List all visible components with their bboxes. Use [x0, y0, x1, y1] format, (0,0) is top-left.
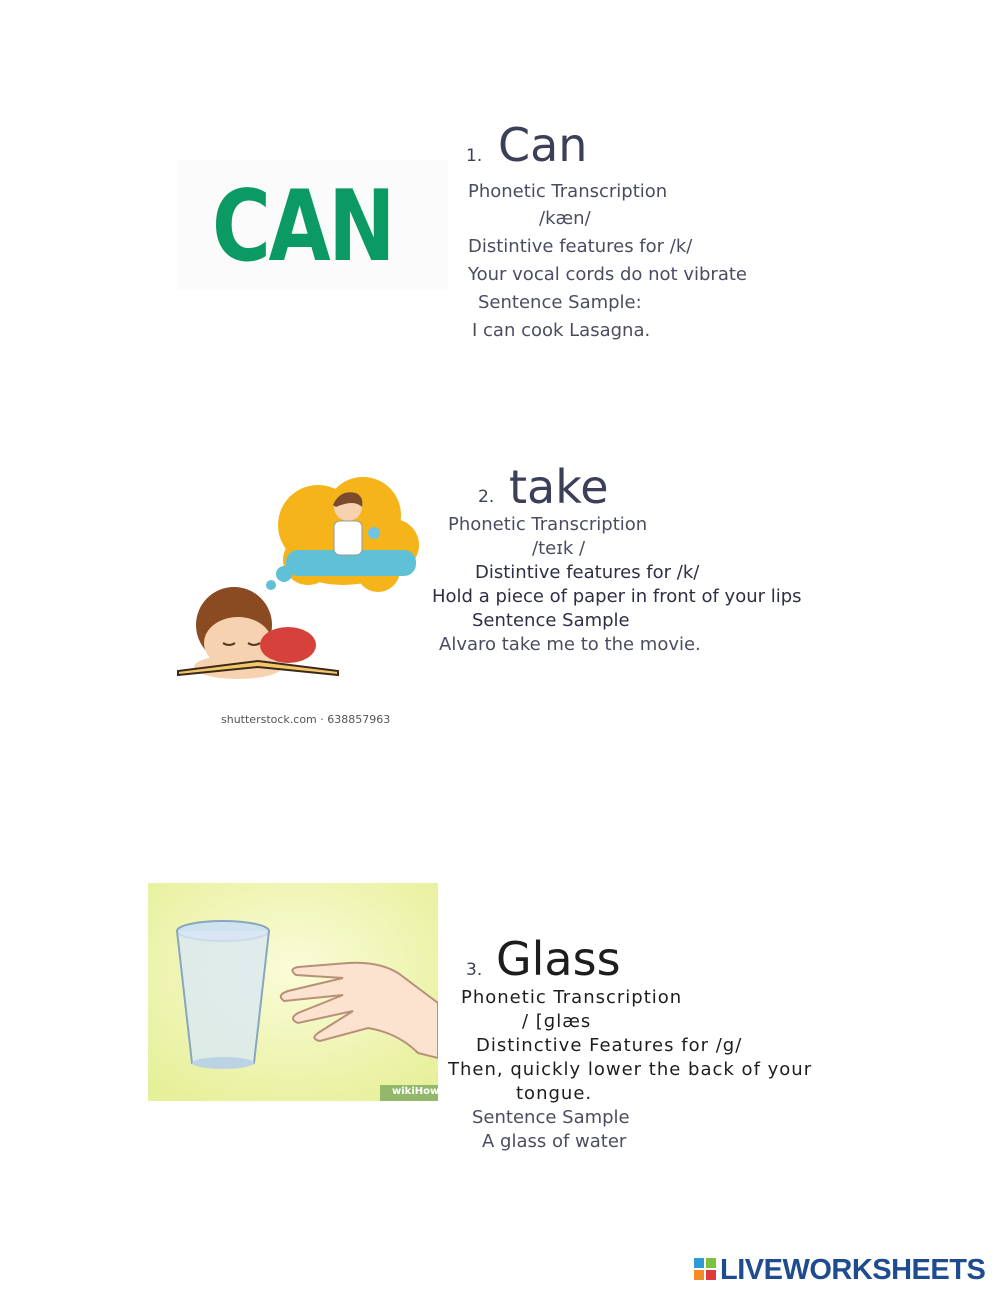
- dreaming-child-image: [168, 475, 428, 735]
- item-word: take: [509, 460, 609, 514]
- stock-image-caption: shutterstock.com · 638857963: [221, 713, 391, 726]
- distinctive-features-text: Your vocal cords do not vibrate: [468, 264, 747, 285]
- logo-text: LIVEWORKSHEETS: [720, 1254, 986, 1286]
- item-number: 2.: [478, 487, 495, 507]
- phonetic-label: Phonetic Transcription: [468, 181, 668, 202]
- distinctive-features-label: Distintive features for /k/: [475, 562, 700, 583]
- phonetic-label: Phonetic Transcription: [461, 987, 683, 1008]
- sentence-sample-label: Sentence Sample: [472, 610, 630, 631]
- distinctive-features-text: Then, quickly lower the back of your: [448, 1059, 813, 1080]
- wikihow-caption: wikiHow: [392, 1086, 440, 1097]
- dreaming-child-illustration: [168, 475, 428, 735]
- item-word: Can: [498, 118, 588, 172]
- phonetic-transcription: /kæn/: [539, 208, 591, 229]
- sentence-sample: Alvaro take me to the movie.: [439, 634, 701, 655]
- phonetic-label: Phonetic Transcription: [448, 514, 648, 535]
- sentence-sample: I can cook Lasagna.: [472, 320, 651, 341]
- distinctive-features-label: Distinctive Features for /g/: [476, 1035, 743, 1056]
- item-number: 3.: [466, 960, 483, 980]
- can-word-image: [178, 160, 448, 290]
- sentence-sample-label: Sentence Sample: [472, 1107, 630, 1128]
- distinctive-features-label: Distintive features for /k/: [468, 236, 693, 257]
- live-logo-icon: [694, 1258, 716, 1280]
- can-image-text: CAN: [212, 170, 394, 284]
- phonetic-transcription: / [ɡlæs: [522, 1011, 592, 1032]
- phonetic-transcription: /teɪk /: [532, 538, 586, 559]
- sentence-sample: A glass of water: [482, 1131, 627, 1152]
- glass-and-hand-image: [148, 883, 438, 1101]
- item-number: 1.: [466, 146, 483, 166]
- glass-hand-illustration: [148, 883, 438, 1101]
- item-word: Glass: [496, 932, 621, 986]
- distinctive-features-text: Hold a piece of paper in front of your lips: [432, 586, 802, 607]
- sentence-sample-label: Sentence Sample:: [478, 292, 642, 313]
- distinctive-features-text-cont: tongue.: [516, 1083, 593, 1104]
